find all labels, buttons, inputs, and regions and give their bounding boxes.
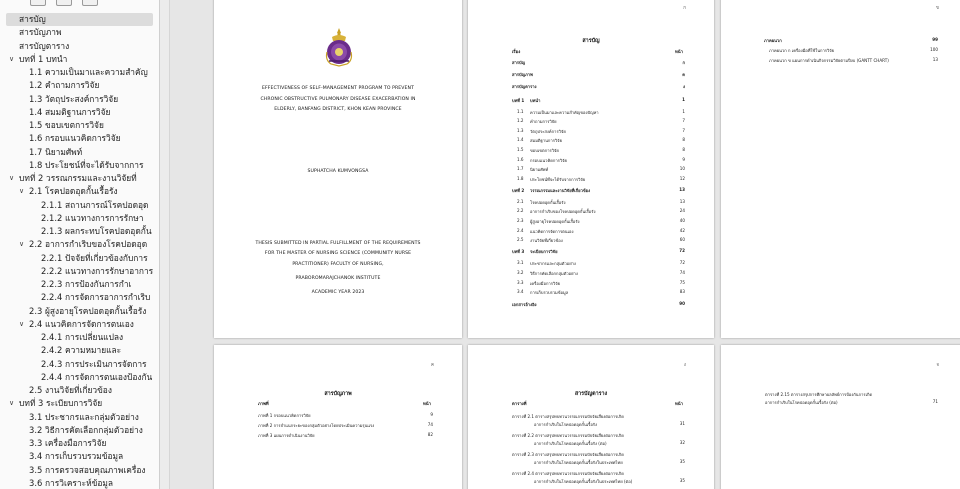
toc-row-text: เครื่องมือการวิจัย <box>530 280 561 286</box>
outline-item[interactable] <box>0 53 159 66</box>
outline-item-label: 2.3 ผู้สูงอายุโรคปอดอุดกั้นเรื้อรัง <box>29 305 147 316</box>
outline-item[interactable] <box>0 397 159 410</box>
toc-row-text: การเก็บรวบรวมข้อมูล <box>530 290 569 296</box>
toc-row-text: บทนำ <box>530 97 541 103</box>
toc-row-page: 12 <box>679 175 685 181</box>
toc-row-text: สารบัญตาราง <box>512 84 537 89</box>
outline-item-label: สารบัญ <box>19 14 46 24</box>
outline-sidebar <box>0 0 160 489</box>
outline-item[interactable] <box>0 265 159 278</box>
toc-row-number: บทที่ 2 <box>512 187 525 193</box>
toc-row-number: 2.5 <box>517 237 524 243</box>
toc-col-right: หน้า <box>675 49 683 54</box>
toc-row[interactable] <box>468 128 714 137</box>
table-row-line1: ตารางที่ 2.1 ตารางสรุปทบทวนวรรณกรรมปัจจัยเสี่ยงต่อการเกิด <box>512 414 624 419</box>
figures-col-right: หน้า <box>423 401 431 406</box>
toc-row-page: 1 <box>682 108 685 114</box>
outline-item-label: 2.2.2 แนวทางการรักษาอาการ <box>41 265 154 276</box>
outline-tab-icon[interactable] <box>56 0 72 6</box>
table-row-line1: ตารางที่ 2.15 ตารางสรุปการศึกษาผลลัพธ์การป้องกันการเกิด <box>765 392 873 397</box>
tables-title: สารบัญตาราง <box>574 391 608 397</box>
outline-item-label: 2.1.3 ผลกระทบโรคปอดอุดกั้น <box>41 226 152 236</box>
outline-tree <box>0 9 159 489</box>
toc-row-page: 24 <box>679 208 685 214</box>
table-row-page: 32 <box>679 440 685 445</box>
figures-title: สารบัญภาพ <box>324 391 352 397</box>
outline-item-label: 3.3 เครื่องมือการวิจัย <box>29 438 107 448</box>
toc-row[interactable] <box>468 109 714 118</box>
outline-item[interactable] <box>0 450 159 463</box>
institute-crest-icon <box>323 27 355 67</box>
toc-row-number: 1.2 <box>517 118 524 124</box>
appendix-row-page: 100 <box>930 47 938 52</box>
outline-item-label: 2.4.2 ความหมายและ <box>41 345 122 356</box>
toc-row-number: 3.2 <box>517 269 524 275</box>
outline-item[interactable] <box>0 238 159 251</box>
sidebar-splitter[interactable] <box>160 0 170 489</box>
outline-item[interactable] <box>0 66 159 79</box>
outline-item-label: 3.2 วิธีการคัดเลือกกลุ่มตัวอย่าง <box>29 424 143 435</box>
outline-item-label: สารบัญตาราง <box>19 40 70 51</box>
outline-item[interactable] <box>0 252 159 265</box>
outline-item[interactable] <box>0 384 159 397</box>
outline-item-label: 2.2.3 การป้องกันการกำเ <box>41 279 132 289</box>
toc-row-page: 75 <box>679 279 685 285</box>
figure-row-text: ภาพที่ 3 แผนการดำเนินงานวิจัย <box>258 433 315 438</box>
outline-item[interactable] <box>0 331 159 344</box>
toc-row-text: สารบัญ <box>512 60 526 65</box>
appendix-row[interactable] <box>721 47 960 56</box>
appendix-row-page: 99 <box>932 37 938 42</box>
outline-item-label: 2.4.1 การเปลี่ยนแปลง <box>41 332 124 342</box>
outline-item[interactable] <box>0 344 159 357</box>
cover-author: SUPHATCHA KUMVONGSA <box>307 169 369 174</box>
outline-item-label: 1.3 วัตถุประสงค์การวิจัย <box>29 93 119 104</box>
toc-row[interactable] <box>468 137 714 146</box>
figure-row-text: ภาพที่ 2 การจำแนกระยะของกลุ่มตัวอย่างโดยประเมินความรุนแรง <box>258 423 375 428</box>
page-number: ข <box>935 6 939 11</box>
page-appendix-list <box>721 0 960 338</box>
toc-row[interactable] <box>468 208 714 217</box>
outline-item[interactable] <box>0 437 159 450</box>
outline-item-label: 2.2.4 การจัดการอาการกำเริบ <box>41 292 151 303</box>
toc-row[interactable] <box>468 218 714 227</box>
chevron-down-icon[interactable]: ∨ <box>19 319 25 328</box>
toc-row[interactable] <box>468 71 714 80</box>
toc-row[interactable] <box>468 289 714 298</box>
table-row-line2: อาการกำเริบในโรคปอดอุดกั้นเรื้อรัง (ต่อ) <box>765 400 838 405</box>
page-number: ง <box>683 363 686 368</box>
toc-row-number: 1.5 <box>517 146 524 152</box>
outline-item[interactable] <box>0 278 159 291</box>
outline-item[interactable] <box>0 371 159 384</box>
cover-title-line: ELDERLY, BANFANG DISTRICT, KHON KEAN PROVINCE <box>274 107 402 112</box>
toc-row[interactable] <box>468 270 714 279</box>
toc-row-number: 1.4 <box>517 137 524 143</box>
toc-row-number: 1.6 <box>517 156 524 162</box>
toc-row-page: 42 <box>679 227 685 233</box>
table-row-page: 31 <box>679 421 685 426</box>
toc-row-page: 72 <box>679 260 685 266</box>
appendix-row-text: ภาคผนวก <box>764 38 782 43</box>
toc-row[interactable] <box>468 59 714 68</box>
toc-row-text: ความเป็นมาและความสำคัญของปัญหา <box>530 109 599 115</box>
table-row-page: 35 <box>679 478 685 483</box>
outline-item-label: บทที่ 1 บทนำ <box>19 53 68 64</box>
cover-degree-line: PRACTITIONER) FACULTY OF NURSING, <box>292 262 384 267</box>
figure-row[interactable] <box>214 422 462 431</box>
outline-item[interactable] <box>0 172 159 185</box>
toc-row[interactable] <box>468 176 714 185</box>
outline-item[interactable] <box>0 79 159 92</box>
toc-row-page: 1 <box>682 96 685 102</box>
toc-row-text: แนวคิดการจัดการตนเอง <box>530 228 574 234</box>
figure-row-text: ภาพที่ 1 กรอบแนวคิดการวิจัย <box>258 413 311 418</box>
toc-row-text: เอกสารอ้างอิง <box>512 301 537 307</box>
outline-item-label: 1.5 ขอบเขตการวิจัย <box>29 120 104 130</box>
cover-title-line: CHRONIC OBSTRUCTIVE PULMONARY DISEASE EXACERBATION IN <box>260 96 416 102</box>
outline-item[interactable] <box>0 225 159 238</box>
outline-item[interactable] <box>0 132 159 145</box>
toc-row[interactable] <box>468 237 714 246</box>
outline-item[interactable] <box>0 106 159 119</box>
toc-row-number: 2.2 <box>517 208 524 214</box>
toc-row-text: นิยามศัพท์ <box>530 167 549 173</box>
outline-item-label: บทที่ 2 วรรณกรรมและงานวิจัยที่ <box>19 173 137 183</box>
toc-row[interactable] <box>468 187 714 196</box>
thumbnails-tab-icon[interactable] <box>30 0 46 6</box>
table-row-line1: ตารางที่ 2.4 ตารางสรุปทบทวนวรรณกรรมปัจจัยเสี่ยงต่อการเกิด <box>512 471 624 476</box>
toc-row-text: วรรณกรรมและงานวิจัยที่เกี่ยวข้อง <box>530 187 591 193</box>
outline-item-label: 3.6 การวิเคราะห์ข้อมูล <box>29 477 114 488</box>
toc-row-text: สมมติฐานการวิจัย <box>530 138 562 144</box>
page-list-of-tables <box>468 345 714 489</box>
toc-row-text: ผู้สูงอายุโรคปอดอุดกั้นเรื้อรัง <box>530 219 580 224</box>
table-row-line1: ตารางที่ 2.3 ตารางสรุปทบทวนวรรณกรรมปัจจัยเสี่ยงต่อการเกิด <box>512 452 624 457</box>
outline-item[interactable] <box>0 146 159 159</box>
toc-row-page: 13 <box>679 198 685 204</box>
table-row-line2: อาการกำเริบในโรคปอดอุดกั้นเรื้อรัง <box>534 422 598 427</box>
page-number: ค <box>430 363 434 368</box>
toc-row-text: คำถามการวิจัย <box>530 119 557 125</box>
cover-degree-line: THESIS SUBMITTED IN PARTIAL FULFILLMENT OF THE REQUIREMENTS <box>255 241 421 246</box>
outline-item-label: 1.2 คำถามการวิจัย <box>29 80 100 91</box>
toc-row[interactable] <box>468 199 714 208</box>
appendix-row-page: 13 <box>932 57 938 62</box>
page-cover <box>214 0 462 338</box>
toc-row-number: บทที่ 3 <box>512 249 525 255</box>
toc-row[interactable] <box>468 260 714 269</box>
outline-item-label: 2.1.2 แนวทางการการรักษา <box>41 212 144 223</box>
table-list-row[interactable] <box>468 432 714 450</box>
outline-item-label: 2.1.1 สถานการณ์โรคปอดอุด <box>41 199 149 210</box>
outline-item[interactable] <box>0 40 159 53</box>
toc-row-text: วัตถุประสงค์การวิจัย <box>530 128 566 134</box>
sidebar-tabs <box>0 0 159 9</box>
figure-row-page: 74 <box>427 422 433 427</box>
toc-row-page: 90 <box>679 300 685 306</box>
outline-item[interactable] <box>0 411 159 424</box>
appendix-row[interactable] <box>721 37 960 46</box>
toc-row[interactable] <box>468 301 714 310</box>
toc-row-page: 9 <box>682 156 685 162</box>
toc-row[interactable] <box>468 280 714 289</box>
figure-row-page: 9 <box>430 412 433 417</box>
outline-item-label: 2.4.4 การจัดการตนเองป้องกัน <box>41 371 153 382</box>
outline-item[interactable] <box>0 212 159 225</box>
figure-row[interactable] <box>214 412 462 421</box>
outline-item[interactable] <box>0 93 159 106</box>
outline-item-label: 1.8 ประโยชน์ที่จะได้รับจากการ <box>29 159 144 170</box>
appendix-row[interactable] <box>721 57 960 66</box>
outline-item[interactable] <box>6 13 153 26</box>
appendix-row-text: ภาคผนวก ก เครื่องมือที่ใช้ในการวิจัย <box>769 48 835 53</box>
cover-title-line: EFFECTIVENESS OF SELF-MANAGEMENT PROGRAM TO PREVENT <box>261 86 414 91</box>
outline-item-label: 1.6 กรอบแนวคิดการวิจัย <box>29 133 121 144</box>
toc-row-page: 83 <box>679 289 685 295</box>
toc-row-number: 1.1 <box>517 108 524 114</box>
table-row-line2: อาการกำเริบในโรคปอดอุดกั้นเรื้อรัง (ต่อ) <box>534 441 607 446</box>
toc-row-number: 1.8 <box>517 175 524 181</box>
toc-row[interactable] <box>468 97 714 106</box>
page-list-of-tables-continued <box>721 345 960 489</box>
toc-row-page: ค <box>682 72 685 77</box>
toc-row-page: 74 <box>679 269 685 275</box>
page-number: จ <box>936 363 939 368</box>
table-list-row[interactable] <box>721 391 960 409</box>
toc-title: สารบัญ <box>582 38 600 44</box>
toc-row-text: สารบัญภาพ <box>512 72 533 77</box>
outline-item-label: 2.2.1 ปัจจัยที่เกี่ยวข้องกับการ <box>41 252 148 263</box>
toc-row-text: ประชากรและกลุ่มตัวอย่าง <box>530 261 576 267</box>
outline-item[interactable] <box>0 464 159 477</box>
toc-row-text: งานวิจัยที่เกี่ยวข้อง <box>530 238 563 244</box>
chevron-down-icon[interactable]: ∨ <box>19 240 25 249</box>
chevron-down-icon[interactable]: ∨ <box>9 399 15 408</box>
toc-row-page: 8 <box>682 137 685 143</box>
toc-row-page: 60 <box>679 237 685 243</box>
toc-row-number: 2.1 <box>517 198 524 204</box>
outline-item[interactable] <box>0 358 159 371</box>
figure-row-page: 82 <box>427 432 433 437</box>
outline-item[interactable] <box>0 305 159 318</box>
outline-item-label: 3.5 การตรวจสอบคุณภาพเครื่อง <box>29 464 146 475</box>
outline-item-label: 2.2 อาการกำเริบของโรคปอดอุด <box>29 239 148 250</box>
attachments-tab-icon[interactable] <box>82 0 98 6</box>
cover-degree-line: PRABOROMARAJCHANOK INSTITUTE <box>295 276 381 281</box>
toc-row[interactable] <box>468 166 714 175</box>
outline-item[interactable] <box>0 26 159 39</box>
outline-item-label: 1.4 สมมติฐานการวิจัย <box>29 106 111 117</box>
outline-item[interactable] <box>0 318 159 331</box>
outline-item-label: 2.4.3 การประเมินการจัดการ <box>41 358 147 369</box>
outline-item-label: 3.1 ประชากรและกลุ่มตัวอย่าง <box>29 411 139 422</box>
toc-row-number: บทที่ 1 <box>512 97 525 103</box>
toc-row-text: ระเบียบการวิจัย <box>530 249 558 255</box>
toc-row-text: ประโยชน์ที่จะได้รับจากการวิจัย <box>530 176 586 182</box>
outline-item[interactable] <box>0 291 159 304</box>
outline-item-label: 3.4 การเก็บรวบรวมข้อมูล <box>29 451 124 462</box>
outline-item[interactable] <box>0 119 159 132</box>
outline-item-label: 2.4 แนวคิดการจัดการตนเอง <box>29 318 134 329</box>
outline-item-label: 1.7 นิยามศัพท์ <box>29 146 83 157</box>
outline-item-label: สารบัญภาพ <box>19 27 62 38</box>
chevron-down-icon[interactable]: ∨ <box>9 54 15 63</box>
toc-row-text: โรคปอดอุดกั้นเรื้อรัง <box>530 199 566 205</box>
table-row-page: 35 <box>679 459 685 464</box>
outline-item[interactable] <box>0 424 159 437</box>
outline-item-label: บทที่ 3 ระเบียบการวิจัย <box>19 398 103 409</box>
figures-col-left: ภาพที่ <box>258 401 269 406</box>
table-list-row[interactable] <box>468 413 714 431</box>
table-row-line2: อาการกำเริบในโรคปอดอุดกั้นเรื้อรังในประเทศไทย (ต่อ) <box>534 479 633 484</box>
toc-row-page: 7 <box>682 118 685 124</box>
outline-item-label: 2.5 งานวิจัยที่เกี่ยวข้อง <box>29 385 112 395</box>
toc-row-page: 40 <box>679 218 685 223</box>
outline-item[interactable] <box>0 185 159 198</box>
toc-row-number: 1.3 <box>517 127 524 133</box>
outline-item[interactable] <box>0 477 159 489</box>
toc-row-page: ก <box>682 60 685 65</box>
page-list-of-figures <box>214 345 462 489</box>
table-list-row[interactable] <box>468 470 714 488</box>
figure-row[interactable] <box>214 432 462 441</box>
toc-row-text: ขอบเขตการวิจัย <box>530 147 559 153</box>
outline-item-label: 1.1 ความเป็นมาและความสำคัญ <box>29 67 148 77</box>
toc-row[interactable] <box>468 83 714 92</box>
tables-col-left: ตารางที่ <box>512 401 527 406</box>
toc-row[interactable] <box>468 248 714 257</box>
page-toc <box>468 0 714 338</box>
toc-row[interactable] <box>468 228 714 237</box>
toc-row-text: กรอบแนวคิดการวิจัย <box>530 157 567 163</box>
table-list-row[interactable] <box>468 451 714 469</box>
tables-col-right: หน้า <box>675 401 683 406</box>
toc-row-number: 3.3 <box>517 279 524 285</box>
toc-row-number: 3.1 <box>517 260 524 266</box>
chevron-down-icon[interactable]: ∨ <box>9 174 15 182</box>
toc-row-number: 2.4 <box>517 227 524 233</box>
cover-degree-line: FOR THE MASTER OF NURSING SCIENCE (COMMUNITY NURSE <box>264 251 412 256</box>
page-number: ก <box>683 6 686 11</box>
toc-row-page: 8 <box>682 146 685 152</box>
appendix-row-text: ภาคผนวก ข แผนการดำเนินกิจกรรมวิจัยตามปีงบ (GANTT CHART) <box>769 58 889 63</box>
toc-row-page: 7 <box>682 127 685 133</box>
toc-row-page: ง <box>683 84 685 89</box>
toc-row-number: 1.7 <box>517 166 524 172</box>
toc-row[interactable] <box>468 147 714 156</box>
toc-row-page: 13 <box>679 186 685 192</box>
toc-row-text: อาการกำเริบของโรคปอดอุดกั้นเรื้อรัง <box>530 209 596 215</box>
toc-col-left: เรื่อง <box>512 49 521 54</box>
outline-item[interactable] <box>0 199 159 212</box>
toc-row-page: 10 <box>679 166 685 172</box>
toc-row[interactable] <box>468 157 714 166</box>
table-row-line2: อาการกำเริบในโรคปอดอุดกั้นเรื้อรังในประเทศไทย <box>534 460 623 465</box>
table-row-line1: ตารางที่ 2.2 ตารางสรุปทบทวนวรรณกรรมปัจจัยเสี่ยงต่อการเกิด <box>512 433 624 438</box>
outline-item[interactable] <box>0 159 159 172</box>
toc-row-page: 72 <box>679 248 685 254</box>
toc-row-text: วิธีการคัดเลือกกลุ่มตัวอย่าง <box>530 270 578 276</box>
toc-row-number: 2.3 <box>517 218 524 223</box>
toc-row[interactable] <box>468 118 714 127</box>
toc-row-number: 3.4 <box>517 289 524 295</box>
outline-item-label: 2.1 โรคปอดอุดกั้นเรื้อรัง <box>29 186 118 197</box>
cover-degree-line: ACADEMIC YEAR 2023 <box>311 290 365 295</box>
table-row-page: 71 <box>932 399 938 404</box>
chevron-down-icon[interactable]: ∨ <box>19 187 25 196</box>
